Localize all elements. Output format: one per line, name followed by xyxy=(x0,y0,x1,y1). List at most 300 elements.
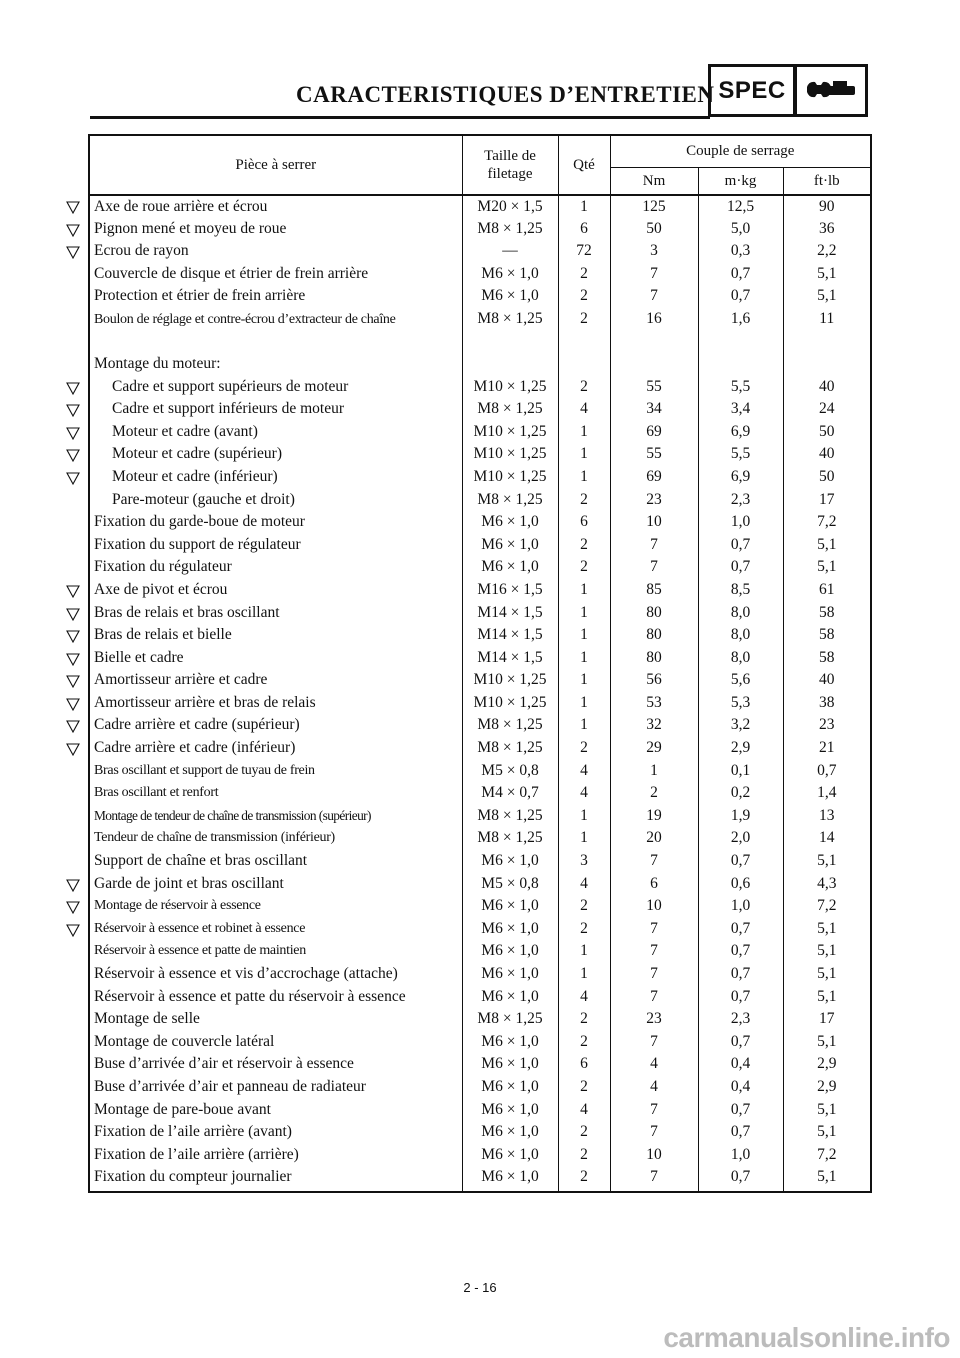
triangle-mark-icon xyxy=(66,698,80,711)
cell-qte: 4 xyxy=(558,782,610,805)
cell-nm: 4 xyxy=(610,1053,698,1076)
cell-qte: 4 xyxy=(558,986,610,1009)
table-row xyxy=(89,602,871,625)
cell-taille: M6 × 1,0 xyxy=(462,1076,558,1099)
cell-mkg: 0,7 xyxy=(698,963,783,986)
cell-ftlb: 36 xyxy=(819,219,835,237)
cell-taille: M8 × 1,25 xyxy=(462,714,558,737)
table-row xyxy=(89,647,871,670)
cell-qte: 72 xyxy=(558,240,610,263)
cell-taille: M6 × 1,0 xyxy=(462,850,558,873)
cell-taille: M8 × 1,25 xyxy=(462,737,558,760)
table-row xyxy=(89,1099,871,1122)
cell-nm: 1 xyxy=(610,760,698,783)
cell-ftlb: 2,9 xyxy=(817,1055,837,1073)
cell-mkg: 0,7 xyxy=(698,940,783,963)
cell-qte: 2 xyxy=(558,263,610,286)
cell-qte: 6 xyxy=(558,218,610,241)
cell-piece: Moteur et cadre (avant) xyxy=(89,421,462,444)
cell-mkg: 0,7 xyxy=(698,1121,783,1144)
table-row xyxy=(89,918,871,941)
cell-taille: M8 × 1,25 xyxy=(462,827,558,850)
cell-qte: 2 xyxy=(558,489,610,512)
cell-piece: Couvercle de disque et étrier de frein arrière xyxy=(89,263,462,286)
cell-nm: 69 xyxy=(610,466,698,489)
cell-nm: 7 xyxy=(610,1166,698,1192)
cell-taille: M5 × 0,8 xyxy=(462,873,558,896)
triangle-mark-icon xyxy=(66,472,80,485)
cell-qte: 2 xyxy=(558,285,610,308)
table-row xyxy=(89,263,871,286)
table-row xyxy=(89,421,871,444)
cell-nm: 69 xyxy=(610,421,698,444)
cell-piece: Montage de réservoir à essence xyxy=(89,895,462,918)
cell-nm: 7 xyxy=(610,556,698,579)
cell-qte: 1 xyxy=(558,195,610,218)
cell-qte: 2 xyxy=(558,918,610,941)
cell-nm: 80 xyxy=(610,602,698,625)
cell-piece: Tendeur de chaîne de transmission (inférieur) xyxy=(89,827,462,850)
col-header-piece: Pièce à serrer xyxy=(89,135,462,195)
cell-mkg: 0,7 xyxy=(698,534,783,557)
cell-piece: Fixation du garde-boue de moteur xyxy=(89,511,462,534)
cell-ftlb: 90 xyxy=(819,198,835,215)
table-row xyxy=(89,714,871,737)
cell-qte: 1 xyxy=(558,940,610,963)
table-row xyxy=(89,782,871,805)
cell-piece: Montage de pare-boue avant xyxy=(89,1099,462,1122)
cell-qte: 4 xyxy=(558,398,610,421)
triangle-mark-icon xyxy=(66,246,80,259)
cell-nm: 7 xyxy=(610,918,698,941)
cell-ftlb: 14 xyxy=(819,829,835,847)
cell-ftlb: 7,2 xyxy=(817,1145,837,1163)
cell-mkg: 0,7 xyxy=(698,1099,783,1122)
cell-piece: Moteur et cadre (inférieur) xyxy=(89,466,462,489)
cell-mkg: 2,9 xyxy=(698,737,783,760)
table-row xyxy=(89,195,871,218)
cell-qte: 1 xyxy=(558,421,610,444)
cell-qte: 2 xyxy=(558,895,610,918)
cell-ftlb: 2,9 xyxy=(817,1077,837,1095)
table-row xyxy=(89,895,871,918)
cell-taille: M6 × 1,0 xyxy=(462,940,558,963)
cell-ftlb: 21 xyxy=(819,739,835,757)
cell-ftlb: 58 xyxy=(819,626,835,644)
cell-piece: Montage de couvercle latéral xyxy=(89,1031,462,1054)
cell-qte: 4 xyxy=(558,873,610,896)
cell-taille: M16 × 1,5 xyxy=(462,579,558,602)
triangle-mark-icon xyxy=(66,224,80,237)
cell-ftlb: 38 xyxy=(819,693,835,711)
table-row xyxy=(89,1121,871,1144)
triangle-mark-icon xyxy=(66,675,80,688)
cell-ftlb: 58 xyxy=(819,648,835,666)
cell-mkg: 8,0 xyxy=(698,647,783,670)
table-row xyxy=(89,443,871,466)
cell-mkg: 3,2 xyxy=(698,714,783,737)
table-row xyxy=(89,1144,871,1167)
table-row xyxy=(89,1008,871,1031)
cell-ftlb: 50 xyxy=(819,422,835,440)
page-title: CARACTERISTIQUES D’ENTRETIEN xyxy=(296,82,715,107)
cell-ftlb: 5,1 xyxy=(817,558,837,576)
cell-mkg: 1,0 xyxy=(698,1144,783,1167)
table-row xyxy=(89,827,871,850)
cell-piece: Bras de relais et bras oscillant xyxy=(89,602,462,625)
cell-nm: 23 xyxy=(610,489,698,512)
cell-ftlb: 5,1 xyxy=(817,987,837,1005)
cell-piece: Fixation de l’aile arrière (arrière) xyxy=(89,1144,462,1167)
cell-taille: M6 × 1,0 xyxy=(462,963,558,986)
cell-ftlb: 17 xyxy=(819,1010,835,1028)
triangle-mark-icon xyxy=(66,427,80,440)
cell-mkg: 0,7 xyxy=(698,1166,783,1192)
cell-mkg: 12,5 xyxy=(698,195,783,218)
cell-piece: Garde de joint et bras oscillant xyxy=(89,873,462,896)
cell-nm: 7 xyxy=(610,940,698,963)
cell-qte: 4 xyxy=(558,1099,610,1122)
col-header-qte: Qté xyxy=(558,135,610,195)
table-row xyxy=(89,850,871,873)
cell-mkg: 5,6 xyxy=(698,669,783,692)
cell-qte: 1 xyxy=(558,669,610,692)
cell-ftlb: 5,1 xyxy=(817,264,837,282)
cell-taille: M10 × 1,25 xyxy=(462,376,558,399)
cell-mkg: 8,0 xyxy=(698,624,783,647)
triangle-mark-icon xyxy=(66,630,80,643)
cell-ftlb: 5,1 xyxy=(817,942,837,960)
wrench-icon xyxy=(803,77,859,105)
cell-nm: 34 xyxy=(610,398,698,421)
cell-taille: M6 × 1,0 xyxy=(462,1099,558,1122)
cell-mkg: 3,4 xyxy=(698,398,783,421)
cell-nm: 55 xyxy=(610,376,698,399)
table-row xyxy=(89,308,871,353)
col-header-mkg: m·kg xyxy=(698,167,783,195)
cell-qte: 1 xyxy=(558,963,610,986)
cell-mkg: 0,6 xyxy=(698,873,783,896)
cell-qte: 1 xyxy=(558,579,610,602)
cell-mkg: 1,0 xyxy=(698,511,783,534)
triangle-mark-icon xyxy=(66,608,80,621)
cell-mkg: 0,7 xyxy=(698,986,783,1009)
cell-qte: 1 xyxy=(558,692,610,715)
cell-qte: 2 xyxy=(558,1144,610,1167)
cell-ftlb: 5,1 xyxy=(817,1168,837,1186)
cell-mkg: 0,7 xyxy=(698,1031,783,1054)
table-row xyxy=(89,692,871,715)
cell-piece: Axe de pivot et écrou xyxy=(89,579,462,602)
cell-nm: 80 xyxy=(610,624,698,647)
cell-piece: Moteur et cadre (supérieur) xyxy=(89,443,462,466)
cell-mkg: 2,3 xyxy=(698,489,783,512)
cell-taille: M6 × 1,0 xyxy=(462,1121,558,1144)
cell-taille: M6 × 1,0 xyxy=(462,1166,558,1192)
table-row xyxy=(89,240,871,263)
table-row xyxy=(89,1031,871,1054)
cell-ftlb: 2,2 xyxy=(817,242,837,260)
cell-mkg: 0,4 xyxy=(698,1076,783,1099)
page-number: 2 - 16 xyxy=(463,1280,497,1295)
cell-taille: M6 × 1,0 xyxy=(462,534,558,557)
cell-taille: M8 × 1,25 xyxy=(462,489,558,512)
triangle-mark-icon xyxy=(66,201,80,214)
table-row xyxy=(89,986,871,1009)
cell-qte: 2 xyxy=(558,556,610,579)
cell-taille: M4 × 0,7 xyxy=(462,782,558,805)
cell-ftlb: 7,2 xyxy=(817,897,837,915)
cell-ftlb: 61 xyxy=(819,580,835,598)
cell-ftlb xyxy=(783,353,871,376)
table-row xyxy=(89,1166,871,1192)
cell-nm: 19 xyxy=(610,805,698,828)
cell-qte: 1 xyxy=(558,647,610,670)
cell-ftlb: 5,1 xyxy=(817,1032,837,1050)
table-row xyxy=(89,218,871,241)
cell-nm: 7 xyxy=(610,850,698,873)
triangle-mark-icon xyxy=(66,901,80,914)
cell-taille: M6 × 1,0 xyxy=(462,918,558,941)
cell-taille: M6 × 1,0 xyxy=(462,556,558,579)
col-header-couple: Couple de serrage xyxy=(610,135,871,167)
col-header-nm: Nm xyxy=(610,167,698,195)
cell-ftlb: 17 xyxy=(819,490,835,508)
cell-taille: M10 × 1,25 xyxy=(462,692,558,715)
cell-taille: M8 × 1,25 xyxy=(462,308,558,353)
cell-qte: 4 xyxy=(558,760,610,783)
cell-taille: M8 × 1,25 xyxy=(462,1008,558,1031)
cell-ftlb: 7,2 xyxy=(817,513,837,531)
cell-nm: 7 xyxy=(610,986,698,1009)
cell-mkg: 0,1 xyxy=(698,760,783,783)
cell-piece: Bras oscillant et renfort xyxy=(89,782,462,805)
cell-piece: Ecrou de rayon xyxy=(89,240,462,263)
cell-mkg: 0,3 xyxy=(698,240,783,263)
cell-piece: Réservoir à essence et vis d’accrochage (attache) xyxy=(89,963,462,986)
cell-piece: Buse d’arrivée d’air et réservoir à essence xyxy=(89,1053,462,1076)
cell-qte: 2 xyxy=(558,1076,610,1099)
table-row xyxy=(89,353,871,376)
cell-qte: 2 xyxy=(558,1008,610,1031)
cell-taille: M10 × 1,25 xyxy=(462,443,558,466)
cell-taille: M14 × 1,5 xyxy=(462,602,558,625)
table-row xyxy=(89,489,871,512)
cell-taille: M6 × 1,0 xyxy=(462,511,558,534)
cell-qte: 1 xyxy=(558,827,610,850)
cell-nm: 6 xyxy=(610,873,698,896)
triangle-mark-icon xyxy=(66,743,80,756)
triangle-mark-icon xyxy=(66,720,80,733)
triangle-mark-icon xyxy=(66,924,80,937)
cell-ftlb: 23 xyxy=(819,716,835,734)
cell-piece: Cadre arrière et cadre (supérieur) xyxy=(89,714,462,737)
table-row xyxy=(89,963,871,986)
cell-nm: 125 xyxy=(610,195,698,218)
triangle-mark-icon xyxy=(66,449,80,462)
cell-mkg: 6,9 xyxy=(698,466,783,489)
cell-taille: M6 × 1,0 xyxy=(462,1144,558,1167)
cell-taille: M8 × 1,25 xyxy=(462,398,558,421)
cell-taille: M14 × 1,5 xyxy=(462,647,558,670)
table-row xyxy=(89,398,871,421)
cell-qte: 6 xyxy=(558,1053,610,1076)
cell-ftlb: 40 xyxy=(819,671,835,689)
cell-mkg: 0,7 xyxy=(698,556,783,579)
cell-taille: M8 × 1,25 xyxy=(462,805,558,828)
cell-ftlb: 1,4 xyxy=(817,784,837,802)
cell-nm: 7 xyxy=(610,1121,698,1144)
cell-qte: 2 xyxy=(558,737,610,760)
cell-piece: Montage de tendeur de chaîne de transmission (supérieur) xyxy=(89,805,462,828)
cell-nm: 3 xyxy=(610,240,698,263)
cell-mkg: 0,4 xyxy=(698,1053,783,1076)
spec-badge xyxy=(708,64,796,117)
cell-mkg: 2,3 xyxy=(698,1008,783,1031)
cell-mkg: 1,9 xyxy=(698,805,783,828)
cell-mkg: 6,9 xyxy=(698,421,783,444)
cell-qte: 3 xyxy=(558,850,610,873)
table-row xyxy=(89,737,871,760)
cell-piece: Pignon mené et moyeu de roue xyxy=(89,218,462,241)
cell-ftlb: 5,1 xyxy=(817,1123,837,1141)
cell-qte: 1 xyxy=(558,714,610,737)
cell-mkg: 5,5 xyxy=(698,443,783,466)
cell-taille: M6 × 1,0 xyxy=(462,263,558,286)
cell-piece: Réservoir à essence et robinet à essence xyxy=(89,918,462,941)
cell-taille: M5 × 0,8 xyxy=(462,760,558,783)
cell-nm: 32 xyxy=(610,714,698,737)
cell-nm: 20 xyxy=(610,827,698,850)
table-row xyxy=(89,579,871,602)
cell-taille: M20 × 1,5 xyxy=(462,195,558,218)
cell-piece: Cadre arrière et cadre (inférieur) xyxy=(89,737,462,760)
cell-mkg: 0,7 xyxy=(698,263,783,286)
cell-piece: Bras de relais et bielle xyxy=(89,624,462,647)
cell-piece: Buse d’arrivée d’air et panneau de radiateur xyxy=(89,1076,462,1099)
cell-piece: Bras oscillant et support de tuyau de frein xyxy=(89,760,462,783)
triangle-mark-icon xyxy=(66,653,80,666)
cell-mkg: 0,7 xyxy=(698,285,783,308)
cell-nm: 55 xyxy=(610,443,698,466)
cell-taille: — xyxy=(462,240,558,263)
table-row xyxy=(89,873,871,896)
cell-qte: 2 xyxy=(558,1031,610,1054)
cell-nm: 23 xyxy=(610,1008,698,1031)
table-row xyxy=(89,376,871,399)
cell-mkg: 0,7 xyxy=(698,850,783,873)
cell-piece: Axe de roue arrière et écrou xyxy=(89,195,462,218)
table-row xyxy=(89,669,871,692)
cell-mkg: 1,0 xyxy=(698,895,783,918)
cell-nm: 10 xyxy=(610,511,698,534)
cell-taille: M6 × 1,0 xyxy=(462,1031,558,1054)
cell-nm: 7 xyxy=(610,534,698,557)
cell-nm: 16 xyxy=(610,308,698,353)
cell-mkg: 8,0 xyxy=(698,602,783,625)
col-header-taille: Taille de filetage xyxy=(462,135,558,195)
cell-piece: Cadre et support supérieurs de moteur xyxy=(89,376,462,399)
cell-piece: Fixation du compteur journalier xyxy=(89,1166,462,1192)
title-underline xyxy=(90,116,710,119)
cell-nm: 85 xyxy=(610,579,698,602)
cell-ftlb: 5,1 xyxy=(817,1100,837,1118)
cell-qte: 2 xyxy=(558,1121,610,1144)
cell-qte: 2 xyxy=(558,308,610,353)
cell-qte: 1 xyxy=(558,805,610,828)
cell-mkg: 0,7 xyxy=(698,918,783,941)
cell-piece: Cadre et support inférieurs de moteur xyxy=(89,398,462,421)
cell-ftlb: 58 xyxy=(819,603,835,621)
table-row xyxy=(89,285,871,308)
cell-ftlb: 5,1 xyxy=(817,287,837,305)
cell-qte: 1 xyxy=(558,466,610,489)
cell-piece: Boulon de réglage et contre-écrou d’extracteur de chaîne xyxy=(89,308,462,353)
triangle-mark-icon xyxy=(66,585,80,598)
table-row xyxy=(89,940,871,963)
cell-nm: 10 xyxy=(610,895,698,918)
table-row xyxy=(89,534,871,557)
table-row xyxy=(89,511,871,534)
cell-taille: M6 × 1,0 xyxy=(462,1053,558,1076)
table-row xyxy=(89,805,871,828)
cell-ftlb: 13 xyxy=(819,806,835,824)
col-header-ftlb: ft·lb xyxy=(783,167,871,195)
cell-nm: 10 xyxy=(610,1144,698,1167)
cell-taille: M6 × 1,0 xyxy=(462,285,558,308)
cell-piece: Fixation de l’aile arrière (avant) xyxy=(89,1121,462,1144)
cell-ftlb: 40 xyxy=(819,377,835,395)
cell-taille: M14 × 1,5 xyxy=(462,624,558,647)
cell-qte: 2 xyxy=(558,376,610,399)
cell-qte: 2 xyxy=(558,534,610,557)
cell-mkg: 5,5 xyxy=(698,376,783,399)
triangle-mark-icon xyxy=(66,879,80,892)
table-row xyxy=(89,1053,871,1076)
table-row xyxy=(89,760,871,783)
cell-nm: 7 xyxy=(610,1099,698,1122)
table-row xyxy=(89,556,871,579)
cell-nm xyxy=(610,353,698,376)
table-row xyxy=(89,624,871,647)
cell-piece: Montage de selle xyxy=(89,1008,462,1031)
wrench-icon-box xyxy=(794,64,868,117)
cell-ftlb: 24 xyxy=(819,400,835,418)
cell-taille xyxy=(462,353,558,376)
cell-piece: Support de chaîne et bras oscillant xyxy=(89,850,462,873)
cell-mkg: 1,6 xyxy=(698,308,783,353)
cell-mkg: 0,2 xyxy=(698,782,783,805)
cell-piece: Montage du moteur: xyxy=(89,353,462,376)
cell-nm: 2 xyxy=(610,782,698,805)
cell-qte: 1 xyxy=(558,443,610,466)
cell-ftlb: 0,7 xyxy=(817,761,837,779)
triangle-mark-icon xyxy=(66,404,80,417)
cell-qte: 6 xyxy=(558,511,610,534)
cell-qte: 1 xyxy=(558,624,610,647)
cell-nm: 56 xyxy=(610,669,698,692)
cell-ftlb: 50 xyxy=(819,467,835,485)
cell-ftlb: 5,1 xyxy=(817,965,837,982)
cell-nm: 7 xyxy=(610,963,698,986)
cell-piece: Fixation du régulateur xyxy=(89,556,462,579)
cell-piece: Fixation du support de régulateur xyxy=(89,534,462,557)
cell-piece: Réservoir à essence et patte du réservoir à essence xyxy=(89,986,462,1009)
torque-table xyxy=(88,134,872,1193)
cell-piece: Protection et étrier de frein arrière xyxy=(89,285,462,308)
cell-nm: 50 xyxy=(610,218,698,241)
spec-label: SPEC xyxy=(718,76,786,104)
